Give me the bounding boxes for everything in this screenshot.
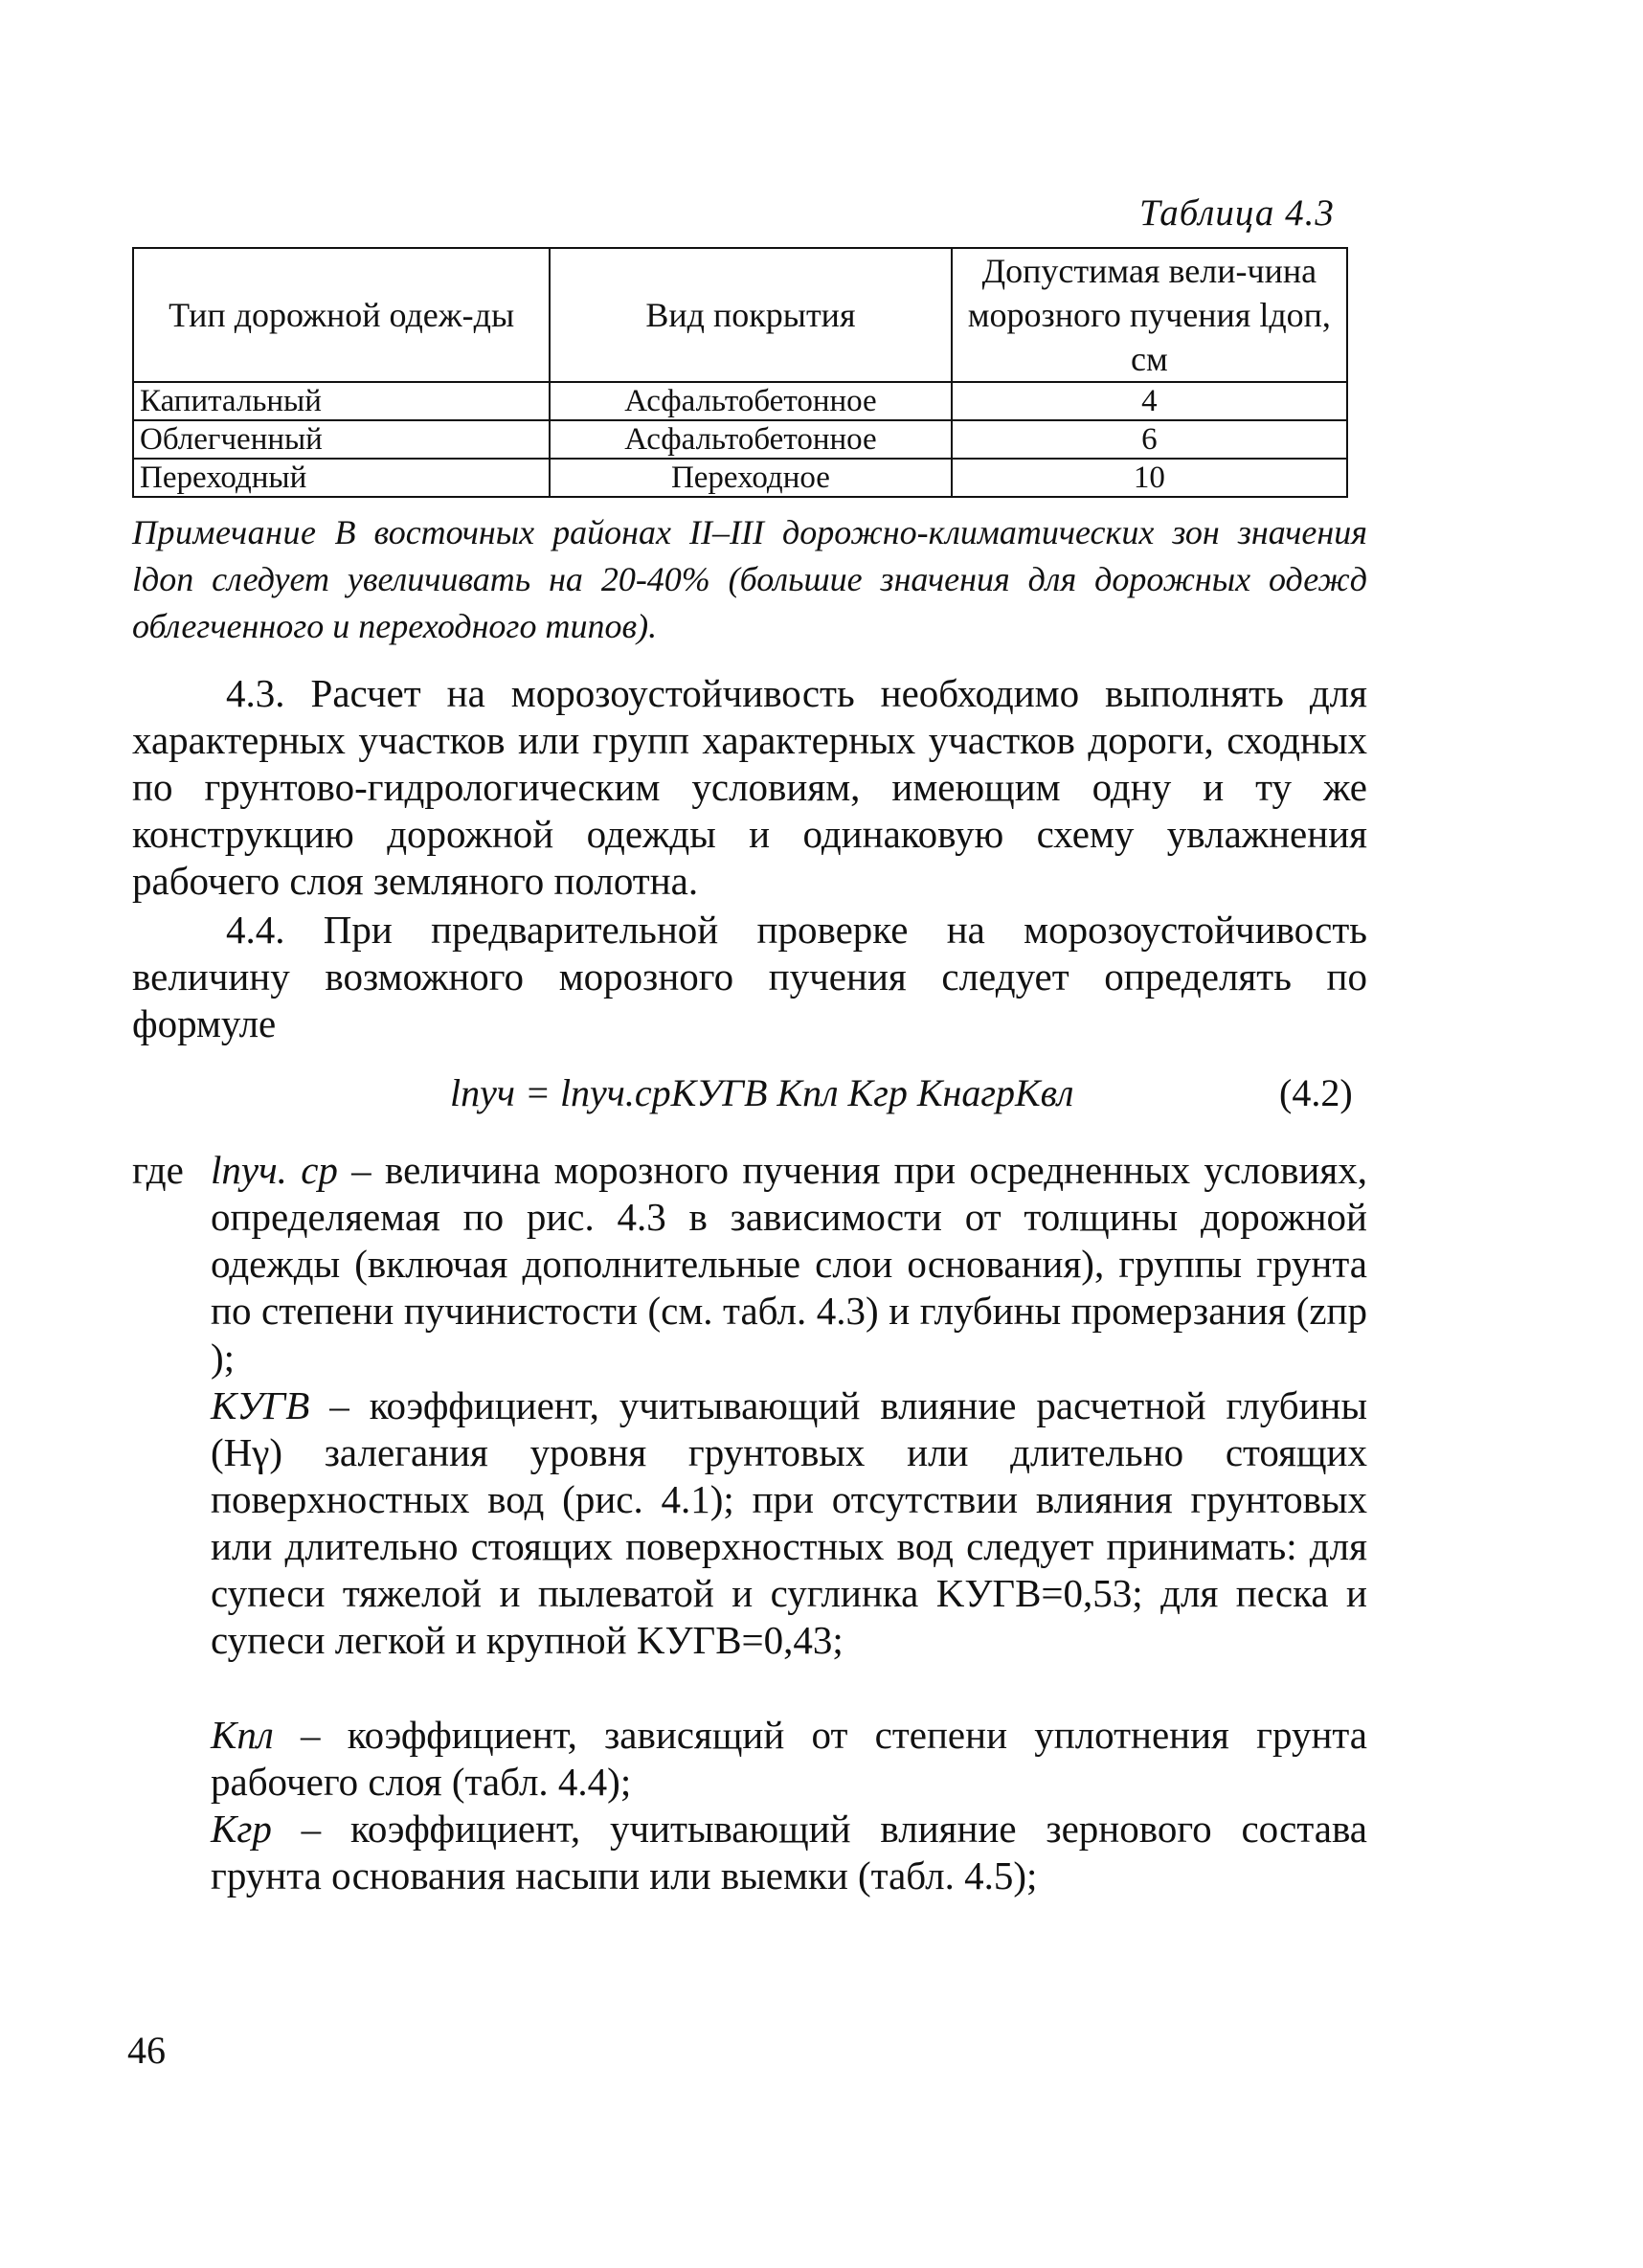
- formula-4-2: lпуч = lпуч.срKУГВ Kпл Kгр KнагрKвл: [450, 1071, 1074, 1114]
- definition-text: – коэффициент, учитывающий влияние зернового состава грунта основания насыпи или выемки (табл. 4.5);: [211, 1807, 1367, 1897]
- header-allowed-heave: Допустимая вели-чина морозного пучения lдоп, см: [952, 248, 1347, 382]
- definition-l-puch-sr: [211, 1147, 1367, 1381]
- table-cell: 10: [952, 459, 1347, 497]
- header-pavement-type: Тип дорожной одеж-ды: [133, 248, 550, 382]
- table-cell: Асфальтобетонное: [550, 420, 952, 459]
- page-number: 46: [127, 2029, 166, 2072]
- table-cell: Переходное: [550, 459, 952, 497]
- definition-symbol: lпуч. ср: [211, 1148, 338, 1192]
- table-cell: Асфальтобетонное: [550, 382, 952, 420]
- formula-number: (4.2): [1279, 1071, 1353, 1114]
- table-cell: Переходный: [133, 459, 550, 497]
- paragraph-4-3: [132, 670, 1367, 905]
- definition-symbol: Kпл: [211, 1713, 274, 1757]
- table-cell: Капитальный: [133, 382, 550, 420]
- definition-symbol: Kгр: [211, 1807, 272, 1851]
- definition-text: – коэффициент, учитывающий влияние расчетной глубины (Hγ) залегания уровня грунтовых или длительно стоящих поверхностных вод (рис. 4.1); при отсутствии влияния грунтовых или длительно стоящих поверхностных вод следует принимать: для супеси тяжелой и пылеватой и суглинка KУГВ=0,53; для песка и супеси легкой и крупной KУГВ=0,43;: [211, 1383, 1367, 1662]
- table-row: [133, 420, 1347, 459]
- paragraph-4-4-text: 4.4. При предварительной проверке на морозоустойчивость величину возможного морозного пучения следует определять по формуле: [132, 908, 1367, 1045]
- paragraph-4-3-text: 4.3. Расчет на морозоустойчивость необходимо выполнять для характерных участков или групп характерных участков дороги, сходных по грунтово-гидрологическим условиям, имеющим одну и ту же конструкцию дорожной одежды и одинаковую схему увлажнения рабочего слоя земляного полотна.: [132, 671, 1367, 903]
- header-surface-type: Вид покрытия: [550, 248, 952, 382]
- table-cell: 6: [952, 420, 1347, 459]
- table-header-row: [133, 248, 1347, 382]
- definition-text: – коэффициент, зависящий от степени уплотнения грунта рабочего слоя (табл. 4.4);: [211, 1713, 1367, 1804]
- definition-k-pl: [211, 1712, 1367, 1806]
- frost-heave-table: [132, 247, 1348, 498]
- definition-k-gr: [211, 1806, 1367, 1899]
- where-label: где: [132, 1148, 184, 1192]
- definition-symbol: KУГВ: [211, 1383, 310, 1427]
- table-caption: Таблица 4.3: [1139, 192, 1335, 234]
- table-row: [133, 382, 1347, 420]
- table-cell: Облегченный: [133, 420, 550, 459]
- note-text: В восточных районах II–III дорожно-климатических зон значения lдоп следует увеличивать на 20-40% (большие значения для дорожных одежд облегченного и переходного типов).: [132, 513, 1367, 645]
- table-cell: 4: [952, 382, 1347, 420]
- paragraph-4-4: [132, 907, 1367, 1047]
- table-row: [133, 459, 1347, 497]
- note-label: Примечание: [132, 513, 317, 551]
- definition-text: – величина морозного пучения при осредненных условиях, определяемая по рис. 4.3 в зависимости от толщины дорожной одежды (включая дополнительные слои основания), группы грунта по степени пучинистости (см. табл. 4.3) и глубины промерзания (zпр );: [211, 1148, 1367, 1380]
- definition-k-ugv: [211, 1382, 1367, 1664]
- table-note: [132, 509, 1367, 650]
